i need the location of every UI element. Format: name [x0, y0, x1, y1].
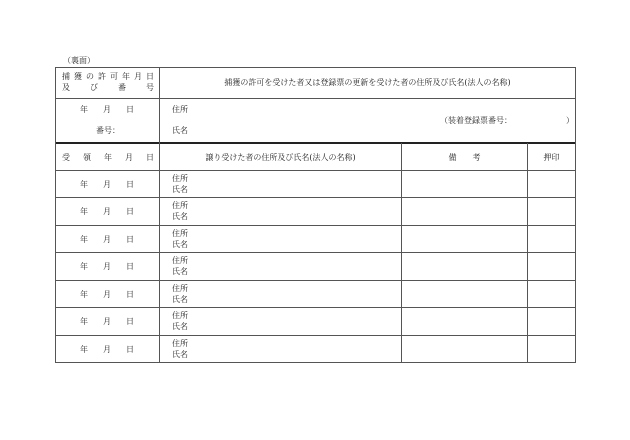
row-name-label: 氏名: [172, 240, 188, 249]
row-address-label: 住所: [172, 174, 188, 183]
row-divider: [55, 335, 576, 336]
permit-holder-header: 捕獲の許可を受けた者又は登録票の更新を受けた者の住所及び氏名(法人の名称): [224, 78, 511, 87]
section-divider: [55, 142, 576, 144]
permit-holder-name-label: 氏名: [172, 126, 188, 135]
remarks-header: 備 考: [448, 153, 481, 162]
row-address-label: 住所: [172, 311, 188, 320]
row-date: 年 月 日: [80, 317, 134, 326]
table-right-border: [575, 67, 576, 363]
page-side-label: （裏面）: [63, 56, 95, 65]
table-left-border: [55, 67, 56, 363]
permit-number-label: 番号：: [96, 126, 120, 135]
row-date: 年 月 日: [80, 345, 134, 354]
lower-header-divider: [55, 170, 576, 171]
row-name-label: 氏名: [172, 322, 188, 331]
column-divider-remarks: [527, 143, 528, 363]
table-bottom-border: [55, 362, 576, 363]
row-divider: [55, 252, 576, 253]
permit-number-header-line2: 及 び 番 号: [62, 83, 154, 92]
row-divider: [55, 197, 576, 198]
row-name-label: 氏名: [172, 350, 188, 359]
row-date: 年 月 日: [80, 235, 134, 244]
registration-tag-number-label: （装着登録票番号：: [440, 116, 512, 125]
row-divider: [55, 225, 576, 226]
column-divider-transferee: [401, 143, 402, 363]
row-address-label: 住所: [172, 201, 188, 210]
row-divider: [55, 280, 576, 281]
row-address-label: 住所: [172, 229, 188, 238]
row-address-label: 住所: [172, 284, 188, 293]
row-name-label: 氏名: [172, 185, 188, 194]
permit-date-header-line1: 捕 獲 の 許 可 年 月 日: [62, 72, 154, 81]
row-date: 年 月 日: [80, 290, 134, 299]
transferee-header: 譲り受けた者の住所及び氏名(法人の名称): [205, 153, 356, 162]
receipt-date-header: 受 領 年 月 日: [62, 153, 154, 162]
row-address-label: 住所: [172, 256, 188, 265]
row-address-label: 住所: [172, 339, 188, 348]
row-date: 年 月 日: [80, 207, 134, 216]
row-name-label: 氏名: [172, 212, 188, 221]
upper-header-divider: [55, 98, 576, 99]
row-name-label: 氏名: [172, 267, 188, 276]
row-divider: [55, 307, 576, 308]
table-top-border: [55, 67, 576, 68]
row-date: 年 月 日: [80, 262, 134, 271]
column-divider-date: [159, 67, 160, 363]
row-date: 年 月 日: [80, 180, 134, 189]
permit-date-field: 年 月 日: [80, 105, 134, 114]
registration-tag-number-close: ）: [566, 116, 574, 125]
row-name-label: 氏名: [172, 295, 188, 304]
permit-holder-address-label: 住所: [172, 105, 188, 114]
seal-header: 押印: [543, 153, 560, 162]
